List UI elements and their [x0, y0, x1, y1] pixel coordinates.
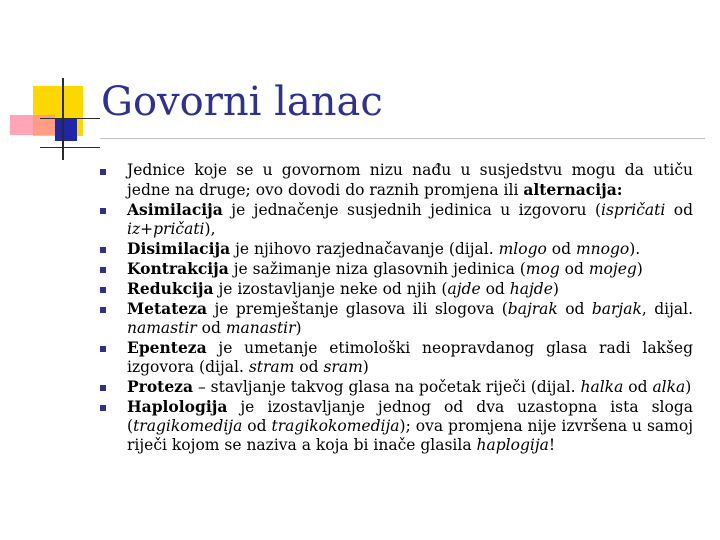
- example-italic: tragikomedija: [133, 417, 243, 435]
- list-item: [100, 338, 693, 377]
- example-italic: barjak: [591, 300, 642, 318]
- example-italic: haplogija: [476, 436, 549, 454]
- list-item: [100, 200, 693, 239]
- term-bold: Kontrakcija: [127, 259, 229, 278]
- square-bullet-icon: [100, 247, 106, 253]
- item-text: ): [362, 358, 369, 376]
- term-bold: Haplologija: [127, 397, 228, 416]
- item-text: od: [480, 280, 510, 298]
- example-italic: halka: [580, 378, 624, 396]
- example-italic: manastir: [225, 319, 296, 337]
- item-text: je njihovo razjednačavanje (dijal.: [230, 240, 499, 258]
- example-italic: iz+pričati: [127, 220, 205, 238]
- slide-title: Govorni lanac: [101, 79, 383, 125]
- example-italic: namastir: [127, 319, 197, 337]
- item-text: je premještanje glasova ili slogova (: [207, 300, 508, 318]
- item-text: ),: [204, 220, 216, 238]
- example-italic: bajrak: [507, 300, 558, 318]
- item-text: od: [623, 378, 653, 396]
- item-text: ).: [629, 240, 641, 258]
- square-bullet-icon: [100, 385, 106, 391]
- item-text: od: [294, 358, 324, 376]
- example-italic: hajde: [509, 280, 553, 298]
- list-item: [100, 377, 693, 397]
- item-text: od: [196, 319, 226, 337]
- item-text: od: [559, 260, 589, 278]
- example-italic: ajde: [447, 280, 481, 298]
- term-bold: Redukcija: [127, 279, 214, 298]
- list-item: [100, 259, 693, 279]
- item-text: ): [636, 260, 643, 278]
- item-text: od: [665, 201, 693, 219]
- bullet-list: [100, 161, 693, 455]
- item-text: ): [685, 378, 692, 396]
- deco-horizontal-line: [40, 118, 100, 119]
- example-italic: mnogo: [575, 240, 630, 258]
- item-text: je jednačenje susjednih jedinica u izgovoru (: [222, 201, 602, 219]
- item-text: je izostavljanje neke od njih (: [213, 280, 448, 298]
- item-text: je umetanje etimološki neopravdanog glasa radi lakšeg izgovora (dijal.: [127, 339, 693, 376]
- deco-blue-square: [55, 119, 77, 141]
- term-bold: Epenteza: [127, 338, 207, 357]
- example-italic: mojeg: [588, 260, 637, 278]
- term-bold: Metateza: [127, 299, 208, 318]
- item-text: od: [557, 300, 592, 318]
- item-text: je sažimanje niza glasovnih jedinica (: [228, 260, 526, 278]
- example-italic: mlogo: [498, 240, 547, 258]
- title-underline: [100, 138, 705, 139]
- term-bold: Proteza: [127, 377, 194, 396]
- item-text: Jednice koje se u govornom nizu nađu u susjedstvu mogu da utiču jedne na druge; ovo dovodi do raznih promjena ili: [127, 161, 693, 199]
- example-italic: alka: [652, 378, 686, 396]
- list-item: [100, 161, 693, 200]
- list-item: [100, 299, 693, 338]
- example-italic: mog: [525, 260, 560, 278]
- term-bold: Asimilacija: [127, 200, 223, 219]
- item-text: od: [546, 240, 576, 258]
- example-italic: ispričati: [601, 201, 666, 219]
- list-item: [100, 397, 693, 455]
- square-bullet-icon: [100, 208, 106, 214]
- example-italic: stram: [248, 358, 295, 376]
- list-item: [100, 279, 693, 299]
- item-text: ): [295, 319, 302, 337]
- item-text: – stavljanje takvog glasa na početak riječi (dijal.: [193, 378, 581, 396]
- item-text: od: [242, 417, 272, 435]
- item-text: ); ova promjena nije izvršena u samoj riječi kojom se naziva a koja bi inače glasila: [127, 417, 694, 454]
- deco-horizontal-line-lower: [40, 147, 100, 148]
- square-bullet-icon: [100, 346, 106, 352]
- square-bullet-icon: [100, 267, 106, 273]
- square-bullet-icon: [100, 169, 106, 175]
- item-text: !: [548, 436, 556, 454]
- list-item: [100, 239, 693, 259]
- term-bold: alternacija:: [523, 180, 623, 199]
- item-text: , dijal.: [641, 300, 694, 318]
- example-italic: tragikokomedija: [271, 417, 400, 435]
- item-text: ): [552, 280, 559, 298]
- example-italic: sram: [323, 358, 363, 376]
- square-bullet-icon: [100, 287, 106, 293]
- square-bullet-icon: [100, 405, 106, 411]
- square-bullet-icon: [100, 307, 106, 313]
- item-text: je izostavljanje jednog od dva uzastopna ista sloga (: [127, 398, 693, 435]
- term-bold: Disimilacija: [127, 239, 231, 258]
